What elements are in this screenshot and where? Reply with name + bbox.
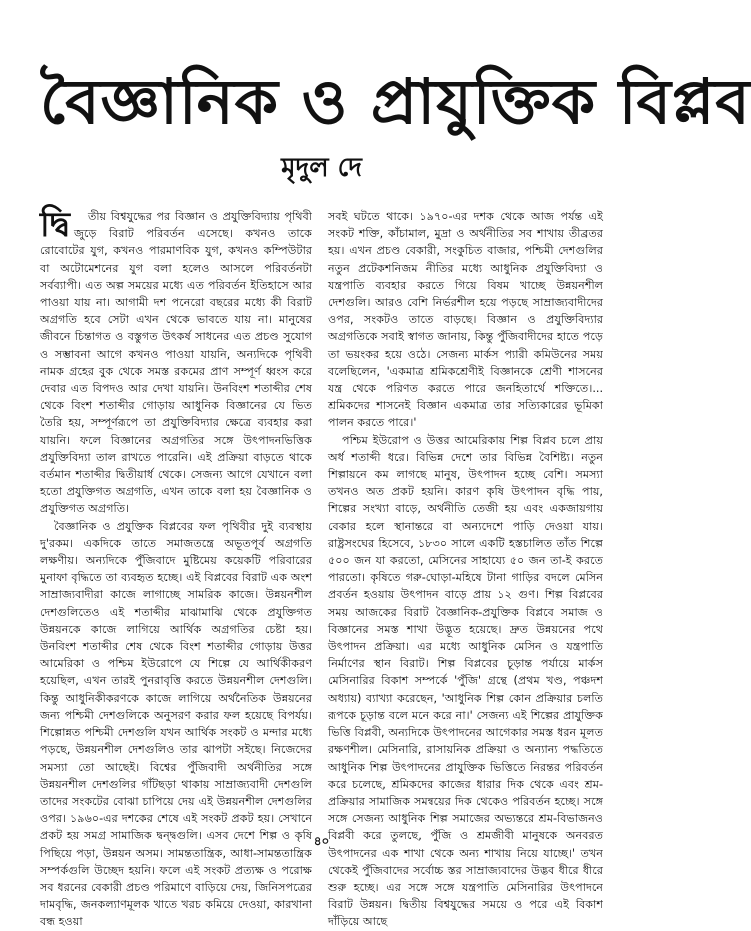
paragraph: বৈজ্ঞানিক ও প্রযুক্তিক বিপ্লবের ফল পৃথিবীর দুই ব্যবস্থায় দু'রকম। একদিকে তাতে সমাজতন্ত্রে অভূতপূর্ব অগ্রগতি লক্ষণীয়। অন্যদিকে পুঁজিবাদে মুষ্টিমেয় কয়েকটি পরিবারের মুনাফা বৃদ্ধিতে তা ব্যবহৃত হচ্ছে। এই বিপ্লবের বিরাট এক অংশ সাম্রাজ্যবাদীরা কাজে লাগাচ্ছে সামরিক কাজে। উন্নয়নশীল দেশগুলিতেও এই শতাব্দীর মাঝামাঝি থেকে প্রযুক্তিগত উন্নয়নকে কাজে লাগিয়ে আর্থিক অগ্রগতির চেষ্টা হয়। উনবিংশ শতাব্দীর শেষ থেকে বিংশ শতাব্দীর গোড়ায় উত্তর আমেরিকা ও পশ্চিম ইউরোপে যে শিল্পে যে আর্থিকীকরণ হয়েছিল, এখন তারই পুনরাবৃত্তি করতে উন্নয়নশীল দেশগুলি। কিন্তু আধুনিকীকরণকে কাজে লাগিয়ে অর্থনৈতিক উন্নয়নের জন্য পশ্চিমী দেশগুলিকে অনুসরণ করার ফল হয়েছে বিপর্যয়। শিল্পোন্নত পশ্চিমী দেশগুলি যখন আর্থিক সংকট ও মন্দার মধ্যে পড়ছে, উন্নয়নশীল দেশগুলিও তার ঝাপটা সইছে। নিজেদের সমস্যা তো আছেই। বিশ্বের পুঁজিবাদী অর্থনীতির সঙ্গে উন্নয়নশীল দেশগুলির গাঁটছড়া থাকায় সাম্রাজ্যবাদী দেশগুলি তাদের সংকটের বোঝা চাপিয়ে দেয় এই উন্নয়নশীল দেশগুলির ওপর। ১৯৬০-এর দশকের শেষে এই সংকট প্রকট হয়। সেখানে প্রকট হয় সমগ্র সামাজিক দ্বন্দ্বগুলি। এসব দেশে শিল্প ও কৃষি পিছিয়ে পড়া, উন্নয়ন অসম। সামন্ততান্ত্রিক, আধা-সামন্ততান্ত্রিক সম্পর্কগুলি উচ্ছেদ হয়নি। ফলে এই সংকট প্রত্যক্ষ ও পরোক্ষ সব ধরনের বেকারী প্রচণ্ড পরিমাণে বাড়িয়ে দেয়, জিনিসপত্রের দামবৃদ্ধি, জনকল্যাণমূলক খাতে খরচ কমিয়ে দেওয়া, কারখানা বন্ধ হওয়া: [40, 519, 312, 929]
drop-cap: দ্বি: [40, 205, 70, 245]
right-text-column: [328, 208, 603, 929]
paragraph: পশ্চিম ইউরোপ ও উত্তর আমেরিকায় শিল্প বিপ্লব চলে প্রায় অর্ধ শতাব্দী ধরে। বিভিন্ন দেশে তার বিভিন্ন বৈশিষ্ট্য। নতুন শিল্পায়নে কম লাগছে মানুষ, উৎপাদন হচ্ছে বেশি। সমস্যা তখনও অত প্রকট হয়নি। কারণ কৃষি উৎপাদন বৃদ্ধি পায়, শিল্পের সংখ্যা বাড়ে, অর্থনীতি তেজী হয় এবং একজায়গায় বেকার হলে স্থানান্তরে বা অন্যদেশে পাড়ি দেওয়া যায়। রাষ্ট্রসংঘের হিসেবে, ১৮৩০ সালে একটি হস্তচালিত তাঁত শিল্পে ৫০০ জন যা করতো, মেসিনের সাহায্যে ৫০ জন তা-ই করতে পারতো। কৃষিতে গরু-ঘোড়া-মহিষে টানা গাড়ির বদলে মেসিন প্রবর্তন হওয়ায় উৎপাদন বাড়ে প্রায় ১২ গুণ। শিল্প বিপ্লবের সময় আজকের বিরাট বৈজ্ঞানিক-প্রযুক্তিক বিপ্লবে সমাজ ও বিজ্ঞানের সমস্ত শাখা উদ্ভূত হয়েছে। দ্রুত উন্নয়নের পথে উৎপাদন প্রক্রিয়া। এর মধ্যে আধুনিক মেসিন ও যন্ত্রপাতি নির্মাণের স্থান বিরাট। শিল্প বিপ্লবের চূড়ান্ত পর্যায়ে মার্কস মেসিনারির বিকাশ সম্পর্কে 'পুঁজি' গ্রন্থে (প্রথম খণ্ড, পঞ্চদশ অধ্যায়) ব্যাখ্যা করেছেন, 'আধুনিক শিল্প কোন প্রক্রিয়ার চলতি রূপকে চূড়ান্ত বলে মনে করে না।' সেজন্য এই শিল্পের প্রাযুক্তিক ভিত্তি বিপ্লবী, অন্যদিকে উৎপাদনের আগেকার সমস্ত ধরন মূলত রক্ষণশীল। মেসিনারি, রাসায়নিক প্রক্রিয়া ও অন্যান্য পদ্ধতিতে আধুনিক শিল্প উৎপাদনের প্রাযুক্তিক ভিত্তিতে নিরন্তর পরিবর্তন করে চলেছে, শ্রমিকদের কাজের ধারার দিক থেকে এবং শ্রম-প্রক্রিয়ার সামাজিক সমন্বয়ের দিক থেকেও পরিবর্তন হচ্ছে। সঙ্গে সঙ্গে সেজন্য আধুনিক শিল্প সমাজের অভ্যন্তরে শ্রম-বিভাজনও বিপ্লবী করে তুলছে, পুঁজি ও শ্রমজীবী মানুষকে অনবরত উৎপাদনের এক শাখা থেকে অন্য শাখায় নিয়ে যাচ্ছে।' তখন থেকেই পুঁজিবাদের সর্বোচ্চ স্তর সাম্রাজ্যবাদের উদ্ভব ধীরে ধীরে শুরু হচ্ছে। এর সঙ্গে সঙ্গে যন্ত্রপাতি মেসিনারির উৎপাদনে বিরাট উন্নয়ন। দ্বিতীয় বিশ্বযুদ্ধের সময়ে ও পরে এই বিকাশ দাঁড়িয়ে আছে: [328, 433, 603, 929]
left-text-column: [40, 205, 312, 929]
page-number: ৪০: [313, 834, 330, 848]
article-author: মৃদুল দে: [281, 153, 362, 183]
paragraph: সবই ঘটতে থাকে। ১৯৭০-এর দশক থেকে আজ পর্যন্ত এই সংকট শক্তি, কাঁচামাল, মুদ্রা ও অর্থনীতির সব শাখায় তীব্রতর হয়। এখন প্রচণ্ড বেকারী, সংকুচিত বাজার, পশ্চিমী দেশগুলির নতুন প্রটেকশনিজম নীতির মধ্যে আধুনিক প্রযুক্তিবিদ্যা ও যন্ত্রপাতি ব্যবহার করতে গিয়ে বিষম খাচ্ছে উন্নয়নশীল দেশগুলি। আরও বেশি নির্ভরশীল হয়ে পড়ছে সাম্রাজ্যবাদীদের ওপর, সংকটও তাতে বাড়ছে। বিজ্ঞান ও প্রযুক্তিবিদ্যার অগ্রগতিকে সবাই স্বাগত জানায়, কিন্তু পুঁজিবাদীদের হাতে পড়ে তা ভয়ংকর হয়ে ওঠে। সেজন্য মার্কস প্যারী কমিউনের সময় বলেছিলেন, 'একমাত্র শ্রমিকশ্রেণীই বিজ্ঞানকে শ্রেণী শাসনের যন্ত্র থেকে পরিণত করতে পারে জনহিতার্থে শক্তিতে।... শ্রমিকদের শাসনেই বিজ্ঞান একমাত্র তার সত্যিকারের ভূমিকা পালন করতে পারে।': [328, 210, 603, 430]
paragraph: [40, 205, 312, 518]
paragraph-text: তীয় বিশ্বযুদ্ধের পর বিজ্ঞান ও প্রযুক্তিবিদ্যায় পৃথিবী জুড়ে বিরাট পরিবর্তন এসেছে। কখনও তাকে রোবোটের যুগ, কখনও পারমাণবিক যুগ, কখনও কম্পিউটার বা অটোমেশনের যুগ বলা হলেও আসলে পরিবর্তনটা সর্বব্যাপী। এত অল্প সময়ের মধ্যে এত পরিবর্তন ইতিহাসে আর পাওয়া যায় না। আগামী দশ পনেরো বছরের মধ্যে কী বিরাট অগ্রগতি হবে সেটা এখন থেকে ভাবতে যায় না। মানুষের জীবনে চিন্তাগত ও বস্তুগত উৎকর্ষ সাধনের এত প্রচণ্ড সুযোগ ও সম্ভাবনা আগে কখনও পাওয়া যায়নি, অন্যদিকে পৃথিবী নামক গ্রহের বুক থেকে সমস্ত রকমের প্রাণ সম্পূর্ণ ধ্বংস করে দেবার এত বিপদও আর দেখা যায়নি। উনবিংশ শতাব্দীর শেষ থেকে বিংশ শতাব্দীর গোড়ায় আধুনিক বিজ্ঞানের যে ভিত তৈরি হয়, সম্পূর্ণরূপে তা প্রযুক্তিবিদ্যার ক্ষেত্রে ব্যবহার করা যায়নি। ফলে বিজ্ঞানের অগ্রগতির সঙ্গে উৎপাদনভিত্তিক প্রযুক্তিবিদ্যা তাল রাখতে পারেনি। এই প্রক্রিয়া বাড়তে থাকে বর্তমান শতাব্দীর দ্বিতীয়ার্ধ থেকে। সেজন্য আগে যেখানে বলা হতো প্রযুক্তিগত অগ্রগতি, এখন তাকে বলা হয় বৈজ্ঞানিক ও প্রযুক্তিগত অগ্রগতি।: [40, 210, 312, 516]
article-title: বৈজ্ঞানিক ও প্রাযুক্তিক বিপ্লব: [40, 65, 751, 138]
